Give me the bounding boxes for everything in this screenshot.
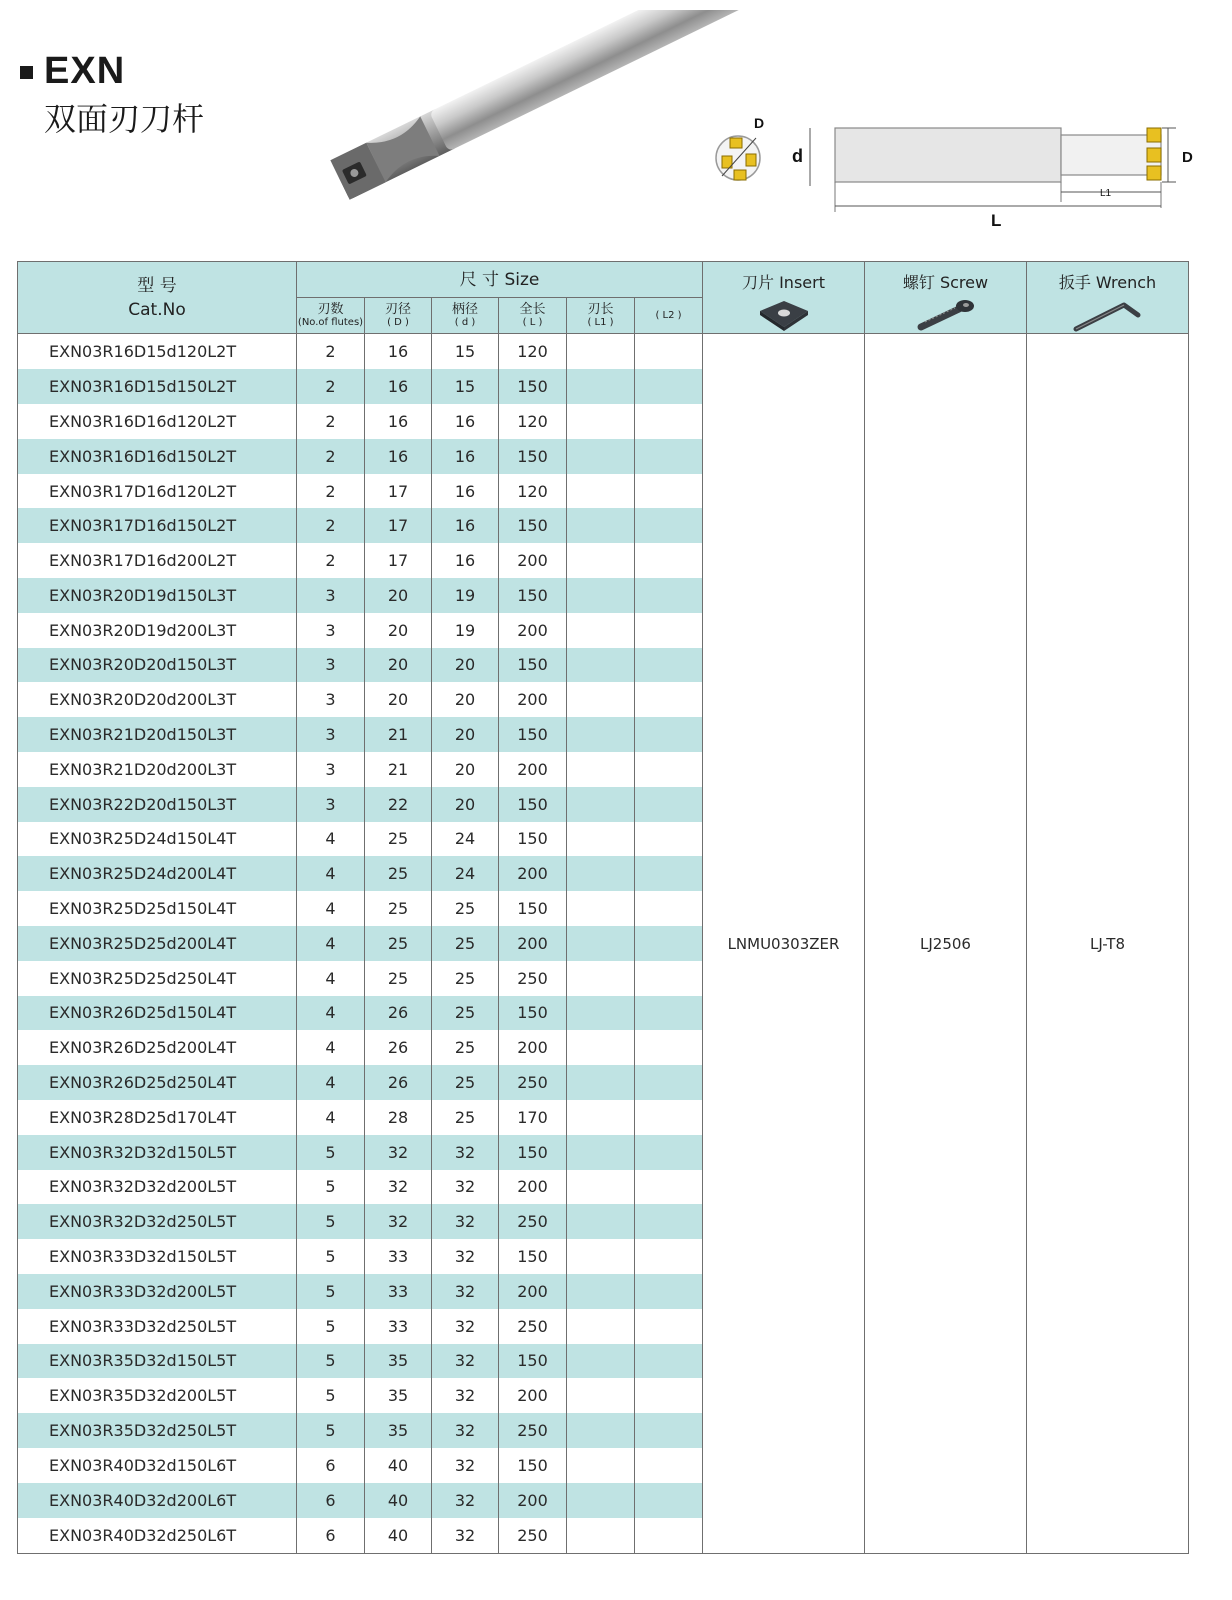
cat-no-cell: EXN03R32D32d200L5T	[18, 1170, 297, 1205]
flutes-cell: 2	[297, 334, 365, 370]
shank-dia-cell: 32	[432, 1309, 499, 1344]
cat-no-header	[18, 262, 297, 334]
overall-length-cell: 150	[499, 891, 567, 926]
cutting-length-cell	[567, 1274, 635, 1309]
flutes-cell: 3	[297, 787, 365, 822]
l2-col-header: ( L2 )	[635, 298, 703, 334]
overall-length-cell: 250	[499, 1413, 567, 1448]
overall-length-cell: 250	[499, 961, 567, 996]
flutes-cell: 4	[297, 822, 365, 857]
cutting-dia-cell: 33	[365, 1309, 432, 1344]
overall-length-cell: 150	[499, 1239, 567, 1274]
cat-no-cell: EXN03R22D20d150L3T	[18, 787, 297, 822]
shank-dia-cell: 32	[432, 1344, 499, 1379]
l2-cell	[635, 787, 703, 822]
cutting-dia-cell: 20	[365, 682, 432, 717]
spec-table-body	[18, 334, 1189, 1554]
overall-length-cell: 120	[499, 334, 567, 370]
flutes-cell: 2	[297, 474, 365, 509]
shank-dia-cell: 32	[432, 1378, 499, 1413]
flutes-cell: 5	[297, 1274, 365, 1309]
overall-length-cell: 150	[499, 787, 567, 822]
insert-value: LNMU0303ZER	[703, 334, 865, 1554]
l2-cell	[635, 752, 703, 787]
overall-length-cell: 150	[499, 578, 567, 613]
flutes-cell: 6	[297, 1448, 365, 1483]
cutting-dia-cell: 22	[365, 787, 432, 822]
flutes-cell: 2	[297, 508, 365, 543]
overall-length-cell: 200	[499, 1483, 567, 1518]
label-d: d	[792, 146, 803, 166]
cutting-length-cell	[567, 1030, 635, 1065]
cat-no-cell: EXN03R40D32d250L6T	[18, 1518, 297, 1554]
cutting-dia-cell: 33	[365, 1239, 432, 1274]
cat-no-cell: EXN03R20D19d150L3T	[18, 578, 297, 613]
l2-cell	[635, 996, 703, 1031]
cutting-length-cell	[567, 1135, 635, 1170]
l2-cell	[635, 578, 703, 613]
cat-no-cell: EXN03R35D32d200L5T	[18, 1378, 297, 1413]
cat-no-cell: EXN03R16D15d150L2T	[18, 369, 297, 404]
cutting-dia-cell: 16	[365, 404, 432, 439]
cutting-dia-cell: 16	[365, 439, 432, 474]
label-L: L	[991, 211, 1002, 230]
flutes-cell: 4	[297, 926, 365, 961]
cutting-length-cell	[567, 439, 635, 474]
overall-length-cell: 170	[499, 1100, 567, 1135]
flutes-cell: 2	[297, 369, 365, 404]
overall-length-cell: 120	[499, 404, 567, 439]
flutes-col-header: 刃数 (No.of flutes)	[297, 298, 365, 334]
overall-length-cell: 200	[499, 1030, 567, 1065]
shank-dia-cell: 32	[432, 1448, 499, 1483]
flutes-cell: 5	[297, 1135, 365, 1170]
overall-length-cell: 250	[499, 1518, 567, 1554]
cutting-length-cell	[567, 508, 635, 543]
l2-cell	[635, 1448, 703, 1483]
cutting-dia-cell: 20	[365, 613, 432, 648]
overall-length-cell: 150	[499, 1135, 567, 1170]
cutting-dia-cell: 16	[365, 369, 432, 404]
cutting-length-cell	[567, 822, 635, 857]
size-header: 尺 寸 Size	[297, 262, 703, 298]
cat-no-cell: EXN03R32D32d250L5T	[18, 1204, 297, 1239]
l2-cell	[635, 856, 703, 891]
cat-no-cell: EXN03R33D32d150L5T	[18, 1239, 297, 1274]
flutes-cell: 2	[297, 439, 365, 474]
cutting-length-cell	[567, 613, 635, 648]
cat-no-cell: EXN03R32D32d150L5T	[18, 1135, 297, 1170]
l2-cell	[635, 1378, 703, 1413]
overall-length-cell: 150	[499, 1344, 567, 1379]
overall-length-cell: 200	[499, 926, 567, 961]
flutes-cell: 5	[297, 1344, 365, 1379]
cutting-dia-cell: 21	[365, 717, 432, 752]
cat-no-cell: EXN03R25D24d150L4T	[18, 822, 297, 857]
shank-dia-cell: 24	[432, 856, 499, 891]
l2-cell	[635, 1518, 703, 1554]
cat-no-cell: EXN03R33D32d200L5T	[18, 1274, 297, 1309]
l2-cell	[635, 717, 703, 752]
cutting-length-cell	[567, 1413, 635, 1448]
overall-length-cell: 200	[499, 1378, 567, 1413]
overall-length-cell: 250	[499, 1309, 567, 1344]
cutting-dia-cell: 28	[365, 1100, 432, 1135]
overall-length-cell: 200	[499, 1170, 567, 1205]
shank-dia-cell: 15	[432, 369, 499, 404]
cat-no-cell: EXN03R35D32d250L5T	[18, 1413, 297, 1448]
flutes-cell: 5	[297, 1170, 365, 1205]
screw-value: LJ2506	[865, 334, 1027, 1554]
l2-cell	[635, 648, 703, 683]
l2-cell	[635, 1274, 703, 1309]
l2-cell	[635, 891, 703, 926]
shank-dia-cell: 19	[432, 578, 499, 613]
cat-no-cell: EXN03R26D25d200L4T	[18, 1030, 297, 1065]
cutting-dia-cell: 40	[365, 1518, 432, 1554]
cat-no-cell: EXN03R20D20d150L3T	[18, 648, 297, 683]
cutting-dia-cell: 20	[365, 578, 432, 613]
l2-cell	[635, 1170, 703, 1205]
l2-cell	[635, 1413, 703, 1448]
overall-length-cell: 150	[499, 508, 567, 543]
cat-no-cell: EXN03R35D32d150L5T	[18, 1344, 297, 1379]
cutting-dia-cell: 26	[365, 1030, 432, 1065]
flutes-cell: 4	[297, 996, 365, 1031]
l2-cell	[635, 926, 703, 961]
l2-cell	[635, 474, 703, 509]
cutting-dia-cell: 26	[365, 1065, 432, 1100]
shank-dia-cell: 20	[432, 752, 499, 787]
cat-no-header-en: Cat.No	[128, 299, 186, 320]
l2-cell	[635, 1344, 703, 1379]
shank-dia-cell: 16	[432, 543, 499, 578]
series-code: EXN	[44, 50, 126, 92]
overall-length-cell: 200	[499, 682, 567, 717]
shank-dia-cell: 19	[432, 613, 499, 648]
l2-cell	[635, 613, 703, 648]
cat-no-cell: EXN03R26D25d150L4T	[18, 996, 297, 1031]
cutting-length-cell	[567, 996, 635, 1031]
cutting-length-cell	[567, 1065, 635, 1100]
cutting-length-cell	[567, 717, 635, 752]
cutting-length-cell	[567, 334, 635, 370]
cutting-length-cell	[567, 752, 635, 787]
l2-cell	[635, 822, 703, 857]
cutting-length-cell	[567, 1344, 635, 1379]
cutting-dia-cell: 25	[365, 926, 432, 961]
flutes-cell: 5	[297, 1204, 365, 1239]
tool-photo	[300, 10, 770, 210]
cutting-length-cell	[567, 543, 635, 578]
shank-dia-cell: 25	[432, 1065, 499, 1100]
flutes-cell: 5	[297, 1413, 365, 1448]
screw-icon	[911, 297, 981, 333]
cutting-dia-cell: 25	[365, 822, 432, 857]
overall-length-cell: 200	[499, 543, 567, 578]
shank-dia-cell: 16	[432, 439, 499, 474]
flutes-cell: 3	[297, 613, 365, 648]
shank-dia-cell: 32	[432, 1239, 499, 1274]
cutting-dia-cell: 25	[365, 856, 432, 891]
flutes-cell: 6	[297, 1483, 365, 1518]
cutting-length-cell	[567, 369, 635, 404]
l2-cell	[635, 1483, 703, 1518]
cat-no-header-cn: 型 号	[137, 275, 177, 296]
wrench-header	[1027, 262, 1189, 334]
cat-no-cell: EXN03R17D16d150L2T	[18, 508, 297, 543]
cat-no-cell: EXN03R16D15d120L2T	[18, 334, 297, 370]
cutting-length-cell	[567, 1204, 635, 1239]
shank-dia-cell: 25	[432, 996, 499, 1031]
cutting-length-cell	[567, 1100, 635, 1135]
cat-no-cell: EXN03R21D20d150L3T	[18, 717, 297, 752]
flutes-cell: 3	[297, 752, 365, 787]
cutting-length-col-header: 刃长 ( L1 )	[567, 298, 635, 334]
flutes-cell: 4	[297, 1100, 365, 1135]
cat-no-cell: EXN03R25D25d150L4T	[18, 891, 297, 926]
overall-length-cell: 200	[499, 613, 567, 648]
shank-dia-cell: 20	[432, 648, 499, 683]
insert-header-label: 刀片 Insert	[742, 273, 825, 292]
overall-length-cell: 150	[499, 1448, 567, 1483]
overall-length-cell: 150	[499, 369, 567, 404]
shank-dia-cell: 20	[432, 717, 499, 752]
shank-dia-cell: 24	[432, 822, 499, 857]
shank-dia-cell: 16	[432, 474, 499, 509]
shank-dia-cell: 20	[432, 787, 499, 822]
flutes-cell: 3	[297, 717, 365, 752]
label-D-side: D	[1182, 149, 1193, 166]
shank-dia-cell: 32	[432, 1413, 499, 1448]
l2-cell	[635, 404, 703, 439]
overall-length-cell: 150	[499, 648, 567, 683]
cutting-dia-cell: 35	[365, 1344, 432, 1379]
overall-length-cell: 150	[499, 996, 567, 1031]
wrench-icon	[1068, 297, 1148, 333]
l2-cell	[635, 1030, 703, 1065]
cutting-length-cell	[567, 961, 635, 996]
cat-no-cell: EXN03R26D25d250L4T	[18, 1065, 297, 1100]
cutting-length-cell	[567, 1170, 635, 1205]
cutting-dia-cell: 32	[365, 1135, 432, 1170]
cutting-dia-col-header: 刃径 ( D )	[365, 298, 432, 334]
shank-dia-cell: 16	[432, 508, 499, 543]
overall-length-cell: 150	[499, 439, 567, 474]
shank-dia-cell: 20	[432, 682, 499, 717]
cutting-dia-cell: 25	[365, 891, 432, 926]
cutting-length-cell	[567, 1518, 635, 1554]
cutting-length-cell	[567, 1239, 635, 1274]
cutting-dia-cell: 32	[365, 1204, 432, 1239]
shank-dia-cell: 25	[432, 926, 499, 961]
flutes-cell: 4	[297, 1065, 365, 1100]
flutes-cell: 2	[297, 543, 365, 578]
shank-dia-cell: 25	[432, 1100, 499, 1135]
title-bullet	[20, 66, 33, 79]
cat-no-cell: EXN03R33D32d250L5T	[18, 1309, 297, 1344]
l2-cell	[635, 508, 703, 543]
cat-no-cell: EXN03R21D20d200L3T	[18, 752, 297, 787]
shank-dia-cell: 25	[432, 1030, 499, 1065]
overall-length-cell: 250	[499, 1204, 567, 1239]
flutes-cell: 4	[297, 891, 365, 926]
cutting-length-cell	[567, 1309, 635, 1344]
cutting-length-cell	[567, 648, 635, 683]
cutting-dia-cell: 17	[365, 474, 432, 509]
l2-cell	[635, 369, 703, 404]
label-L1: L1	[1100, 188, 1112, 199]
l2-cell	[635, 961, 703, 996]
l2-cell	[635, 1309, 703, 1344]
cutting-dia-cell: 17	[365, 543, 432, 578]
cutting-dia-cell: 26	[365, 996, 432, 1031]
cat-no-cell: EXN03R20D19d200L3T	[18, 613, 297, 648]
l2-cell	[635, 1100, 703, 1135]
overall-length-cell: 150	[499, 717, 567, 752]
cutting-dia-cell: 25	[365, 961, 432, 996]
overall-length-cell: 250	[499, 1065, 567, 1100]
cat-no-cell: EXN03R16D16d150L2T	[18, 439, 297, 474]
cutting-length-cell	[567, 1378, 635, 1413]
cat-no-cell: EXN03R40D32d200L6T	[18, 1483, 297, 1518]
flutes-cell: 5	[297, 1309, 365, 1344]
cutting-dia-cell: 40	[365, 1448, 432, 1483]
cutting-length-cell	[567, 404, 635, 439]
cutting-length-cell	[567, 856, 635, 891]
cat-no-cell: EXN03R16D16d120L2T	[18, 404, 297, 439]
cutting-dia-cell: 21	[365, 752, 432, 787]
overall-length-cell: 200	[499, 856, 567, 891]
shank-dia-cell: 32	[432, 1518, 499, 1554]
cutting-dia-cell: 16	[365, 334, 432, 370]
l2-cell	[635, 1239, 703, 1274]
overall-length-cell: 150	[499, 822, 567, 857]
cat-no-cell: EXN03R25D25d250L4T	[18, 961, 297, 996]
l2-cell	[635, 1065, 703, 1100]
cutting-length-cell	[567, 926, 635, 961]
table-row	[18, 334, 1189, 370]
flutes-cell: 5	[297, 1378, 365, 1413]
l2-cell	[635, 682, 703, 717]
wrench-header-label: 扳手 Wrench	[1058, 273, 1157, 292]
tool-side-view	[790, 110, 1210, 235]
cutting-dia-cell: 17	[365, 508, 432, 543]
shank-dia-cell: 16	[432, 404, 499, 439]
overall-length-cell: 120	[499, 474, 567, 509]
wrench-value: LJ-T8	[1027, 334, 1189, 1554]
cat-no-cell: EXN03R20D20d200L3T	[18, 682, 297, 717]
l2-cell	[635, 543, 703, 578]
shank-dia-cell: 32	[432, 1170, 499, 1205]
screw-header-label: 螺钉 Screw	[902, 273, 989, 292]
l2-cell	[635, 1204, 703, 1239]
cat-no-cell: EXN03R40D32d150L6T	[18, 1448, 297, 1483]
flutes-cell: 3	[297, 578, 365, 613]
cat-no-cell: EXN03R25D25d200L4T	[18, 926, 297, 961]
flutes-cell: 4	[297, 1030, 365, 1065]
shank-dia-cell: 32	[432, 1135, 499, 1170]
flutes-cell: 3	[297, 682, 365, 717]
shank-dia-cell: 25	[432, 961, 499, 996]
shank-dia-cell: 32	[432, 1204, 499, 1239]
shank-dia-cell: 32	[432, 1274, 499, 1309]
flutes-cell: 4	[297, 856, 365, 891]
flutes-cell: 5	[297, 1239, 365, 1274]
cutting-dia-cell: 32	[365, 1170, 432, 1205]
insert-header	[703, 262, 865, 334]
shank-dia-cell: 15	[432, 334, 499, 370]
cutting-length-cell	[567, 578, 635, 613]
spec-table	[17, 261, 1189, 1554]
overall-length-cell: 200	[499, 1274, 567, 1309]
screw-header	[865, 262, 1027, 334]
overall-length-col-header: 全长 ( L )	[499, 298, 567, 334]
cutting-dia-cell: 33	[365, 1274, 432, 1309]
cutting-dia-cell: 35	[365, 1378, 432, 1413]
cat-no-cell: EXN03R28D25d170L4T	[18, 1100, 297, 1135]
cutting-dia-cell: 35	[365, 1413, 432, 1448]
cutting-dia-cell: 20	[365, 648, 432, 683]
l2-cell	[635, 1135, 703, 1170]
flutes-cell: 6	[297, 1518, 365, 1554]
cutting-length-cell	[567, 1483, 635, 1518]
tool-end-view	[708, 112, 780, 192]
label-D-end: D	[754, 115, 765, 131]
cutting-length-cell	[567, 787, 635, 822]
cat-no-cell: EXN03R17D16d120L2T	[18, 474, 297, 509]
cat-no-cell: EXN03R17D16d200L2T	[18, 543, 297, 578]
flutes-cell: 4	[297, 961, 365, 996]
l2-cell	[635, 439, 703, 474]
shank-dia-col-header: 柄径 ( d )	[432, 298, 499, 334]
cutting-length-cell	[567, 474, 635, 509]
series-name: 双面刃刀杆	[44, 100, 205, 138]
cutting-dia-cell: 40	[365, 1483, 432, 1518]
cutting-length-cell	[567, 1448, 635, 1483]
cutting-length-cell	[567, 682, 635, 717]
cat-no-cell: EXN03R25D24d200L4T	[18, 856, 297, 891]
overall-length-cell: 200	[499, 752, 567, 787]
insert-icon	[754, 297, 814, 333]
shank-dia-cell: 25	[432, 891, 499, 926]
flutes-cell: 2	[297, 404, 365, 439]
cutting-length-cell	[567, 891, 635, 926]
flutes-cell: 3	[297, 648, 365, 683]
shank-dia-cell: 32	[432, 1483, 499, 1518]
l2-cell	[635, 334, 703, 370]
